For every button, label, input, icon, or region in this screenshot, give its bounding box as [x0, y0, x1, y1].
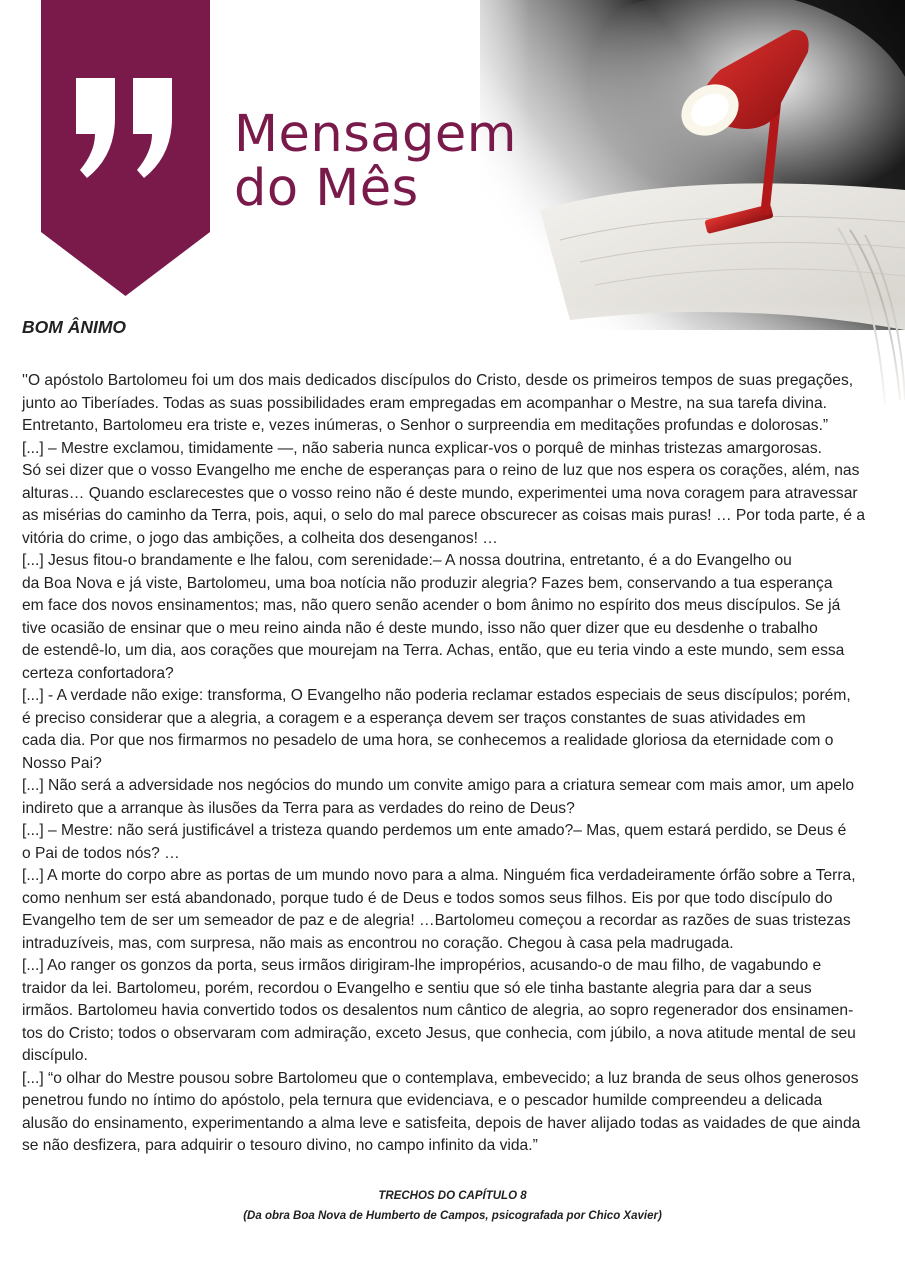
paragraph: ''O apóstolo Bartolomeu foi um dos mais dedicados discípulos do Cristo, desde os primeiros tempos de suas pregações, junto ao Tiberíades. Todas as suas possibilidades eram empregadas em acompanhar o Mestre, na sua tarefa divina. Entretanto, Bartolomeu era triste e, vezes inúmeras, o Senhor o surpreendia em meditações profundas e dolorosas.” [22, 372, 854, 434]
title-line-1: Mensagem [234, 105, 517, 164]
quote-banner-icon [41, 0, 210, 296]
paragraph: [...] Não será a adversidade nos negócios do mundo um convite amigo para a criatura semear com mais amor, um apelo indireto que a arranque às ilusões da Terra para as verdades do reino de Deus? [22, 777, 855, 817]
title-line-2: do Mês [234, 159, 419, 218]
page-title [234, 105, 517, 218]
banner-shape [41, 0, 210, 296]
source-chapter: TRECHOS DO CAPÍTULO 8 [378, 1190, 527, 1202]
paragraph: [...] Jesus fitou-o brandamente e lhe falou, com serenidade:– A nossa doutrina, entretanto, é a do Evangelho ou da Boa Nova e já viste, Bartolomeu, uma boa notícia não produzir alegria? Fazes bem, conservando a tua esperança em face dos novos ensinamentos; mas, não quero senão acender o bom ânimo no espírito dos meus discípulos. Se já tive ocasião de ensinar que o meu reino ainda não é deste mundo, isso não quer dizer que eu desdenhe o trabalho de estendê-lo, um dia, aos corações que mourejam na Terra. Achas, então, que eu teria vindo a este mundo, sem essa certeza confortadora? [22, 552, 845, 682]
paragraph: [...] – Mestre exclamou, timidamente —, não saberia nunca explicar-vos o porquê de minhas tristezas amargorosas. Só sei dizer que o vosso Evangelho me enche de esperanças para o reino de luz que nos espera os corações, além, nas alturas… Quando esclarecestes que o vosso reino não é deste mundo, experimentei uma nova coragem para atravessar as misérias do caminho da Terra, pois, aqui, o selo do mal parece obscurecer as coisas mais puras! … Por toda parte, é a vitória do crime, o jogo das ambições, a colheita dos desenganos! … [22, 439, 866, 547]
paragraph: [...] – Mestre: não será justificável a tristeza quando perdemos um ente amado?– Mas, quem estará perdido, se Deus é o Pai de todos nós? … [22, 822, 847, 862]
source-citation: (Da obra Boa Nova de Humberto de Campos, psicografada por Chico Xavier) [243, 1210, 662, 1222]
article-heading: BOM ÂNIMO [22, 317, 127, 337]
paragraph: [...] A morte do corpo abre as portas de um mundo novo para a alma. Ninguém fica verdadeiramente órfão sobre a Terra, como nenhum ser está abandonado, porque tudo é de Deus e todos somos seus filhos. Eis por que todo discípulo do Evangelho tem de ser um semeador de paz e de alegria! …Bartolomeu começou a recordar as razões de suas tristezas intraduzíveis, mas, com surpresa, não mais as encontrou no coração. Chegou à casa pela madrugada. [22, 867, 856, 952]
paragraph: [...] “o olhar do Mestre pousou sobre Bartolomeu que o contemplava, embevecido; a luz branda de seus olhos generosos penetrou fundo no íntimo do apóstolo, pela ternura que evidenciava, e o pescador humilde compreendeu a delicada alusão do ensinamento, experimentando a alma leve e satisfeita, depois de haver alijado todas as vaidades de que ainda se não desfizera, para adquirir o tesouro divino, no campo infinito da vida.” [22, 1069, 861, 1154]
paragraph: [...] Ao ranger os gonzos da porta, seus irmãos dirigiram-lhe impropérios, acusando-o de mau filho, de vagabundo e traidor da lei. Bartolomeu, porém, recordou o Evangelho e sentiu que só ele tinha bastante alegria para dar a seus irmãos. Bartolomeu havia convertido todos os desalentos num cântico de alegria, ao sopro regenerador dos ensinamen- tos do Cristo; todos o observaram com admiração, exceto Jesus, que conhecia, com júbilo, a nova atitude mental de seu discípulo. [22, 957, 856, 1064]
paragraph: [...] - A verdade não exige: transforma, O Evangelho não poderia reclamar estados especiais de seus discípulos; porém, é preciso considerar que a alegria, a coragem e a esperança devem ser traços constantes de suas atividades em cada dia. Por que nos firmarmos no pesadelo de uma hora, se conhecemos a realidade gloriosa da eternidade com o Nosso Pai? [22, 687, 851, 772]
article-body [22, 370, 882, 1158]
